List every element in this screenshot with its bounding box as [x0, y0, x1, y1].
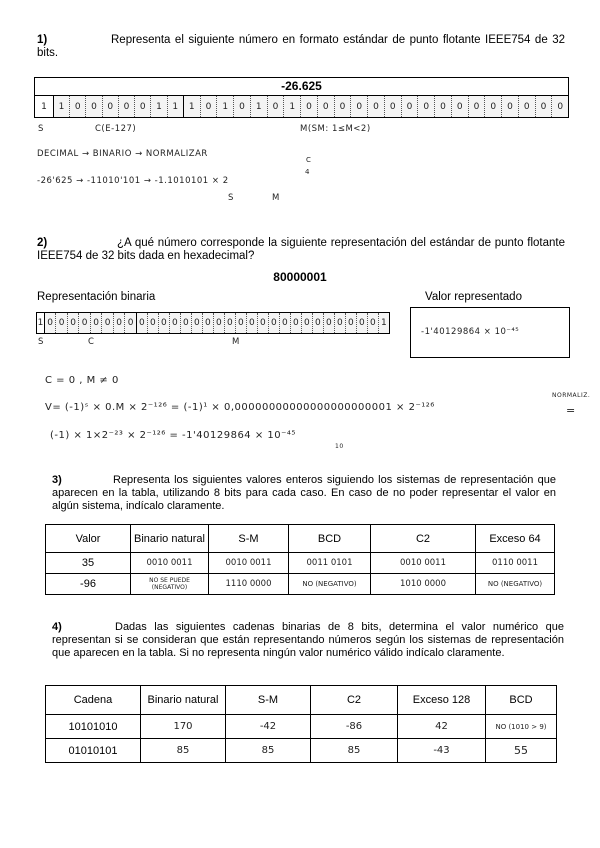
cell: 1110 0000: [209, 574, 289, 595]
sign-bit: 1: [37, 318, 44, 328]
mantissa-bit: 0: [247, 313, 258, 333]
q1-value-header: -26.625: [34, 77, 569, 96]
mantissa-bit: 0: [148, 313, 159, 333]
table-row: [46, 739, 557, 763]
q1-work-m: M: [272, 193, 280, 203]
q3-header: Valor: [46, 525, 131, 553]
cell: 35: [46, 553, 131, 574]
mantissa-field: [184, 96, 568, 117]
mantissa-bit: 0: [385, 96, 402, 117]
mantissa-bit: 0: [418, 96, 435, 117]
q4-header: C2: [311, 686, 398, 715]
q4-header: Binario natural: [141, 686, 226, 715]
mantissa-bit: 0: [324, 313, 335, 333]
q4-header: S-M: [226, 686, 311, 715]
cell: 0110 0011: [476, 553, 555, 574]
q2-label-s: S: [38, 337, 44, 347]
q4-header: Cadena: [46, 686, 141, 715]
q1-work-exponent: 4: [305, 168, 310, 176]
mantissa-bit: 0: [485, 96, 502, 117]
exponent-bit: 0: [114, 313, 126, 333]
q1-label-c: C(E-127): [95, 124, 137, 134]
mantissa-bit: 0: [357, 313, 368, 333]
table-row: [46, 574, 555, 595]
q2-work-equals: =: [566, 404, 576, 417]
exponent-bit: 1: [54, 96, 70, 117]
exponent-bit: 0: [103, 96, 119, 117]
q1-bit-grid: [34, 95, 569, 118]
q2-work-line3: (-1) × 1×2⁻²³ × 2⁻¹²⁶ = -1'40129864 × 10⁻⁴⁵: [50, 430, 296, 441]
q3-header: Binario natural: [131, 525, 209, 553]
cell: -96: [46, 574, 131, 595]
cell: 85: [311, 739, 398, 763]
cell: 10101010: [46, 715, 141, 739]
exponent-bit: 1: [172, 101, 179, 112]
q3-header: BCD: [289, 525, 371, 553]
mantissa-bit: 0: [557, 101, 564, 112]
mantissa-bit: 0: [368, 313, 379, 333]
exponent-field: [45, 313, 137, 333]
mantissa-bit: 0: [469, 96, 486, 117]
exponent-bit: 0: [135, 96, 151, 117]
q3-header: Exceso 64: [476, 525, 555, 553]
mantissa-field: [137, 313, 389, 333]
mantissa-bit: 0: [318, 96, 335, 117]
mantissa-bit: 0: [236, 313, 247, 333]
cell: -86: [311, 715, 398, 739]
mantissa-bit: 0: [214, 313, 225, 333]
cell: NO (NEGATIVO): [476, 574, 555, 595]
mantissa-bit: 0: [234, 96, 251, 117]
mantissa-bit: 0: [291, 313, 302, 333]
mantissa-bit: 1: [184, 96, 201, 117]
mantissa-bit: 0: [181, 313, 192, 333]
q3-table: [45, 524, 555, 595]
mantissa-bit: 0: [402, 96, 419, 117]
mantissa-bit: 0: [192, 313, 203, 333]
cell: 01010101: [46, 739, 141, 763]
q2-label-m: M: [232, 337, 240, 347]
cell: 1010 0000: [371, 574, 476, 595]
q2-binary-label: Representación binaria: [37, 291, 156, 303]
q3-statement: Representa los siguientes valores enteros siguiendo los sistemas de representación que aparecen en la tabla, utilizando 8 bits para cada caso. En caso de no poder representar el valor en algún sistema, indícalo claramente.: [52, 474, 556, 512]
mantissa-bit: 0: [368, 96, 385, 117]
q4-number: 4): [52, 621, 62, 633]
mantissa-bit: 0: [502, 96, 519, 117]
cell: 170: [141, 715, 226, 739]
q3-header: C2: [371, 525, 476, 553]
q1-work-s: S: [228, 193, 234, 203]
cell: 85: [141, 739, 226, 763]
q3-header: S-M: [209, 525, 289, 553]
mantissa-bit: 0: [335, 96, 352, 117]
cell: 0010 0011: [131, 553, 209, 574]
cell: -42: [226, 715, 311, 739]
exponent-bit: 0: [102, 313, 114, 333]
mantissa-bit: 0: [519, 96, 536, 117]
mantissa-bit: 0: [269, 313, 280, 333]
table-row: [46, 553, 555, 574]
exponent-bit: 1: [151, 96, 167, 117]
q3-number: 3): [52, 474, 62, 486]
cell: 85: [226, 739, 311, 763]
mantissa-bit: 0: [351, 96, 368, 117]
exponent-bit: 0: [127, 318, 134, 328]
q4-statement: Dadas las siguientes cadenas binarias de 8 bits, determina el valor numérico que representan si se consideran que están representando números según los sistemas de representación que aparecen en la tabla. Si no representa ningún valor numérico válido indícalo claramente.: [52, 621, 564, 659]
mantissa-bit: 0: [435, 96, 452, 117]
cell: 55: [486, 739, 557, 763]
mantissa-bit: 0: [313, 313, 324, 333]
exponent-field: [54, 96, 184, 117]
q1-work-steps: DECIMAL → BINARIO → NORMALIZAR: [37, 149, 208, 159]
cell: -43: [398, 739, 486, 763]
cell: 0011 0101: [289, 553, 371, 574]
cell: 42: [398, 715, 486, 739]
q2-work-line1: C = 0 , M ≠ 0: [45, 375, 119, 386]
q2-hex-value: 80000001: [273, 270, 327, 284]
q2-number: 2): [37, 237, 48, 249]
mantissa-bit: 0: [452, 96, 469, 117]
q1-number: 1): [37, 34, 48, 46]
cell: 0010 0011: [209, 553, 289, 574]
cell: NO (NEGATIVO): [289, 574, 371, 595]
mantissa-bit: 0: [346, 313, 357, 333]
q2-statement: ¿A qué número corresponde la siguiente representación del estándar de punto flotante IEEE754 de 32 bits dada en hexadecimal?: [37, 237, 565, 262]
exponent-bit: 0: [56, 313, 68, 333]
table-row: [46, 715, 557, 739]
q1-label-s: S: [38, 124, 44, 134]
mantissa-bit: 0: [203, 313, 214, 333]
mantissa-bit: 0: [201, 96, 218, 117]
mantissa-bit: 1: [251, 96, 268, 117]
q2-value-label: Valor representado: [425, 291, 522, 303]
mantissa-bit: 0: [268, 96, 285, 117]
mantissa-bit: 0: [335, 313, 346, 333]
q1-statement: Representa el siguiente número en formato estándar de punto flotante IEEE754 de 32 bits.: [37, 34, 565, 59]
exponent-bit: 0: [68, 313, 80, 333]
q2-work-normaliz: NORMALIZ.: [552, 392, 591, 399]
mantissa-bit: 0: [137, 313, 148, 333]
exponent-bit: 0: [70, 96, 86, 117]
q2-bit-grid: [36, 312, 390, 334]
mantissa-bit: 0: [170, 313, 181, 333]
q4-header: Exceso 128: [398, 686, 486, 715]
q2-work-line2: V= (-1)ˢ × 0.M × 2⁻¹²⁶ = (-1)¹ × 0,00000000000000000000001 × 2⁻¹²⁶: [45, 402, 435, 413]
q2-label-c: C: [88, 337, 95, 347]
mantissa-bit: 0: [225, 313, 236, 333]
exponent-bit: 0: [119, 96, 135, 117]
exponent-bit: 0: [86, 96, 102, 117]
mantissa-bit: 0: [301, 96, 318, 117]
q1-label-m: M(SM: 1≤M<2): [300, 124, 371, 134]
mantissa-bit: 1: [284, 96, 301, 117]
mantissa-bit: 1: [381, 318, 387, 328]
q2-answer-box: -1'40129864 × 10⁻⁴⁵: [410, 307, 570, 358]
q1-work-c: C: [306, 156, 312, 164]
mantissa-bit: 0: [280, 313, 291, 333]
mantissa-bit: 1: [217, 96, 234, 117]
cell: NO (1010 > 9): [486, 715, 557, 739]
q1-work-conversion: -26'625 → -11010'101 → -1.1010101 × 2: [37, 176, 229, 186]
mantissa-bit: 0: [159, 313, 170, 333]
exponent-bit: 0: [79, 313, 91, 333]
mantissa-bit: 0: [302, 313, 313, 333]
sign-bit: 1: [41, 101, 47, 112]
cell: 0010 0011: [371, 553, 476, 574]
sign-field: [37, 313, 45, 333]
exponent-bit: 0: [45, 313, 57, 333]
mantissa-bit: 0: [536, 96, 553, 117]
q4-table: [45, 685, 557, 763]
sign-field: [35, 96, 54, 117]
q4-header: BCD: [486, 686, 557, 715]
mantissa-bit: 0: [258, 313, 269, 333]
q2-work-base: 10: [335, 443, 344, 450]
exponent-bit: 0: [91, 313, 103, 333]
cell: NO SE PUEDE (NEGATIVO): [131, 574, 209, 595]
